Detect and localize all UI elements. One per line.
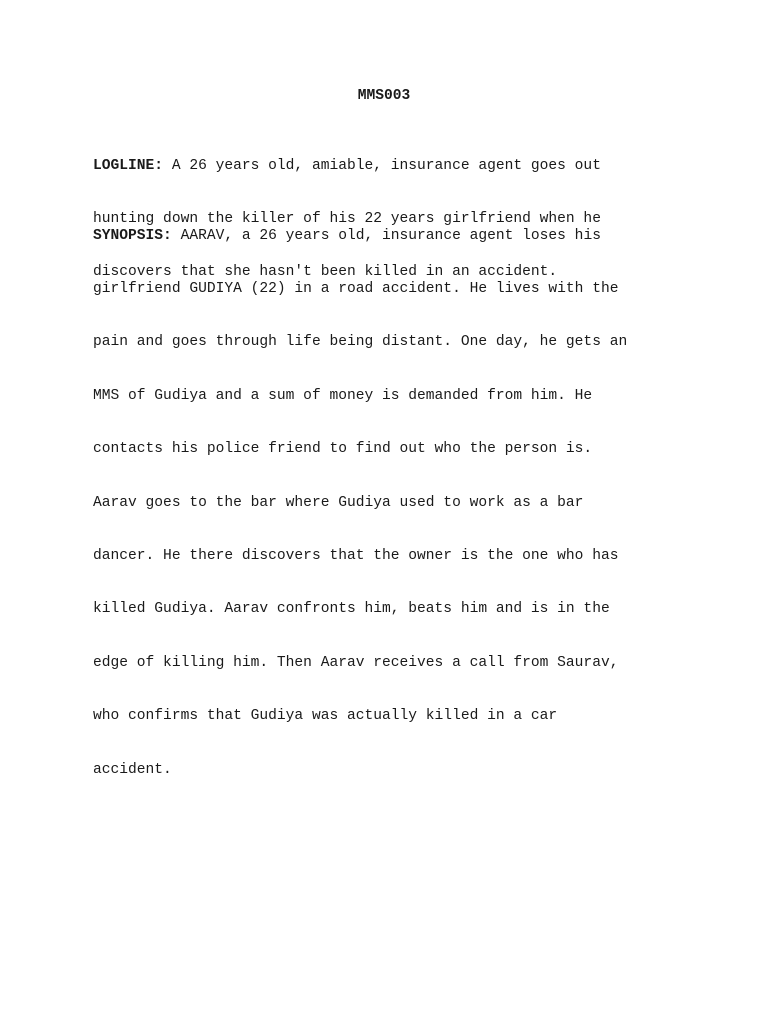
synopsis-line-3: pain and goes through life being distant. One day, he gets an <box>93 334 628 351</box>
logline-line-2: hunting down the killer of his 22 years girlfriend when he <box>93 210 601 227</box>
synopsis-text: AARAV, a 26 years old, insurance agent loses his <box>171 227 601 244</box>
logline-line-1 <box>93 158 693 176</box>
synopsis-line-8: killed Gudiya. Aarav confronts him, beats him and is in the <box>93 601 610 618</box>
synopsis-line-5: contacts his police friend to find out who the person is. <box>93 441 593 458</box>
synopsis-line-9: edge of killing him. Then Aarav receives a call from Saurav, <box>93 654 619 671</box>
synopsis-line-10: who confirms that Gudiya was actually killed in a car <box>93 708 558 725</box>
synopsis-section <box>93 192 693 815</box>
synopsis-line-7: dancer. He there discovers that the owner is the one who has <box>93 547 619 564</box>
synopsis-line-1 <box>93 228 693 246</box>
logline-text: A 26 years old, amiable, insurance agent goes out <box>163 157 601 174</box>
synopsis-line-11: accident. <box>93 761 172 778</box>
synopsis-line-6: Aarav goes to the bar where Gudiya used to work as a bar <box>93 494 584 511</box>
synopsis-line-2: girlfriend GUDIYA (22) in a road accident. He lives with the <box>93 280 619 297</box>
document-title: MMS003 <box>357 88 411 104</box>
logline-line-3: discovers that she hasn't been killed in an accident. <box>93 264 558 281</box>
logline-label: LOGLINE: <box>93 157 164 174</box>
synopsis-label: SYNOPSIS: <box>93 227 172 244</box>
synopsis-line-4: MMS of Gudiya and a sum of money is demanded from him. He <box>93 387 593 404</box>
